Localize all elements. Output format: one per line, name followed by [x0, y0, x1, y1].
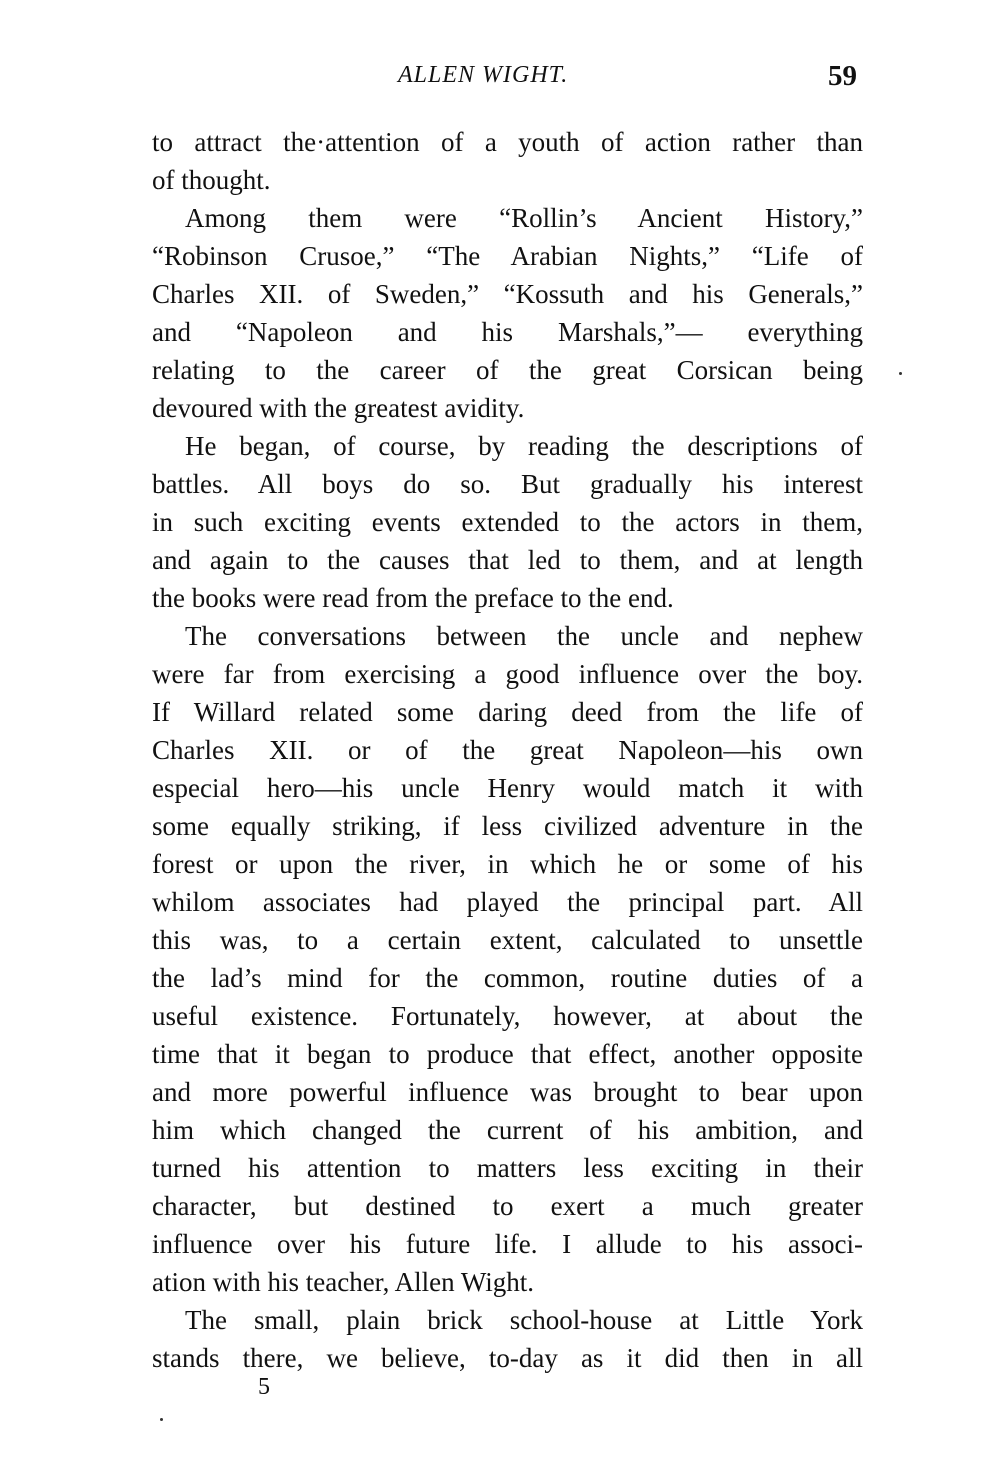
text-line: useful existence. Fortunately, however, at about the [152, 1001, 863, 1031]
text-line: especial hero—his uncle Henry would match it with [152, 773, 863, 803]
text-line: him which changed the current of his ambition, and [152, 1115, 863, 1145]
text-line: Charles XII. of Sweden,” “Kossuth and his Generals,” [152, 279, 863, 309]
text-line: “Robinson Crusoe,” “The Arabian Nights,” “Life of [152, 241, 863, 271]
paragraph [152, 199, 863, 427]
text-line: battles. All boys do so. But gradually his interest [152, 469, 863, 499]
text-line: and more powerful influence was brought to bear upon [152, 1077, 863, 1107]
body-text [152, 123, 863, 1377]
text-line: were far from exercising a good influence over the boy. [152, 659, 863, 689]
signature-mark: 5 [258, 1374, 270, 1400]
print-speck [160, 1418, 163, 1421]
text-line: the books were read from the preface to the end. [152, 583, 674, 613]
page-number: 59 [828, 60, 857, 92]
paragraph [152, 1301, 863, 1377]
text-line: character, but destined to exert a much greater [152, 1191, 863, 1221]
text-line: turned his attention to matters less exciting in their [152, 1153, 863, 1183]
text-line: The conversations between the uncle and nephew [185, 621, 863, 651]
text-line: Among them were “Rollin’s Ancient History,” [185, 203, 863, 233]
text-line: and “Napoleon and his Marshals,”— everything [152, 317, 863, 347]
text-line: and again to the causes that led to them, and at length [152, 545, 863, 575]
text-line: The small, plain brick school-house at Little York [185, 1305, 863, 1335]
text-line: If Willard related some daring deed from the life of [152, 697, 863, 727]
running-head: ALLEN WIGHT. [398, 62, 569, 88]
text-line: time that it began to produce that effect, another opposite [152, 1039, 863, 1069]
text-line: the lad’s mind for the common, routine duties of a [152, 963, 863, 993]
text-line: in such exciting events extended to the actors in them, [152, 507, 863, 537]
text-line: ation with his teacher, Allen Wight. [152, 1267, 535, 1297]
text-line: Charles XII. or of the great Napoleon—his own [152, 735, 863, 765]
text-line: whilom associates had played the principal part. All [152, 887, 863, 917]
print-speck [899, 372, 902, 375]
text-line: relating to the career of the great Corsican being [152, 355, 863, 385]
text-line: influence over his future life. I allude to his associ- [152, 1229, 863, 1259]
text-line: devoured with the greatest avidity. [152, 393, 525, 423]
text-line: this was, to a certain extent, calculated to unsettle [152, 925, 863, 955]
text-line: He began, of course, by reading the descriptions of [185, 431, 863, 461]
paragraph [152, 427, 863, 617]
text-line: to attract the·attention of a youth of action rather than [152, 127, 863, 157]
text-line: of thought. [152, 165, 271, 195]
text-line: forest or upon the river, in which he or some of his [152, 849, 863, 879]
paragraph [152, 617, 863, 1301]
text-line: stands there, we believe, to-day as it did then in all [152, 1343, 863, 1373]
paragraph [152, 123, 863, 199]
text-line: some equally striking, if less civilized adventure in the [152, 811, 863, 841]
